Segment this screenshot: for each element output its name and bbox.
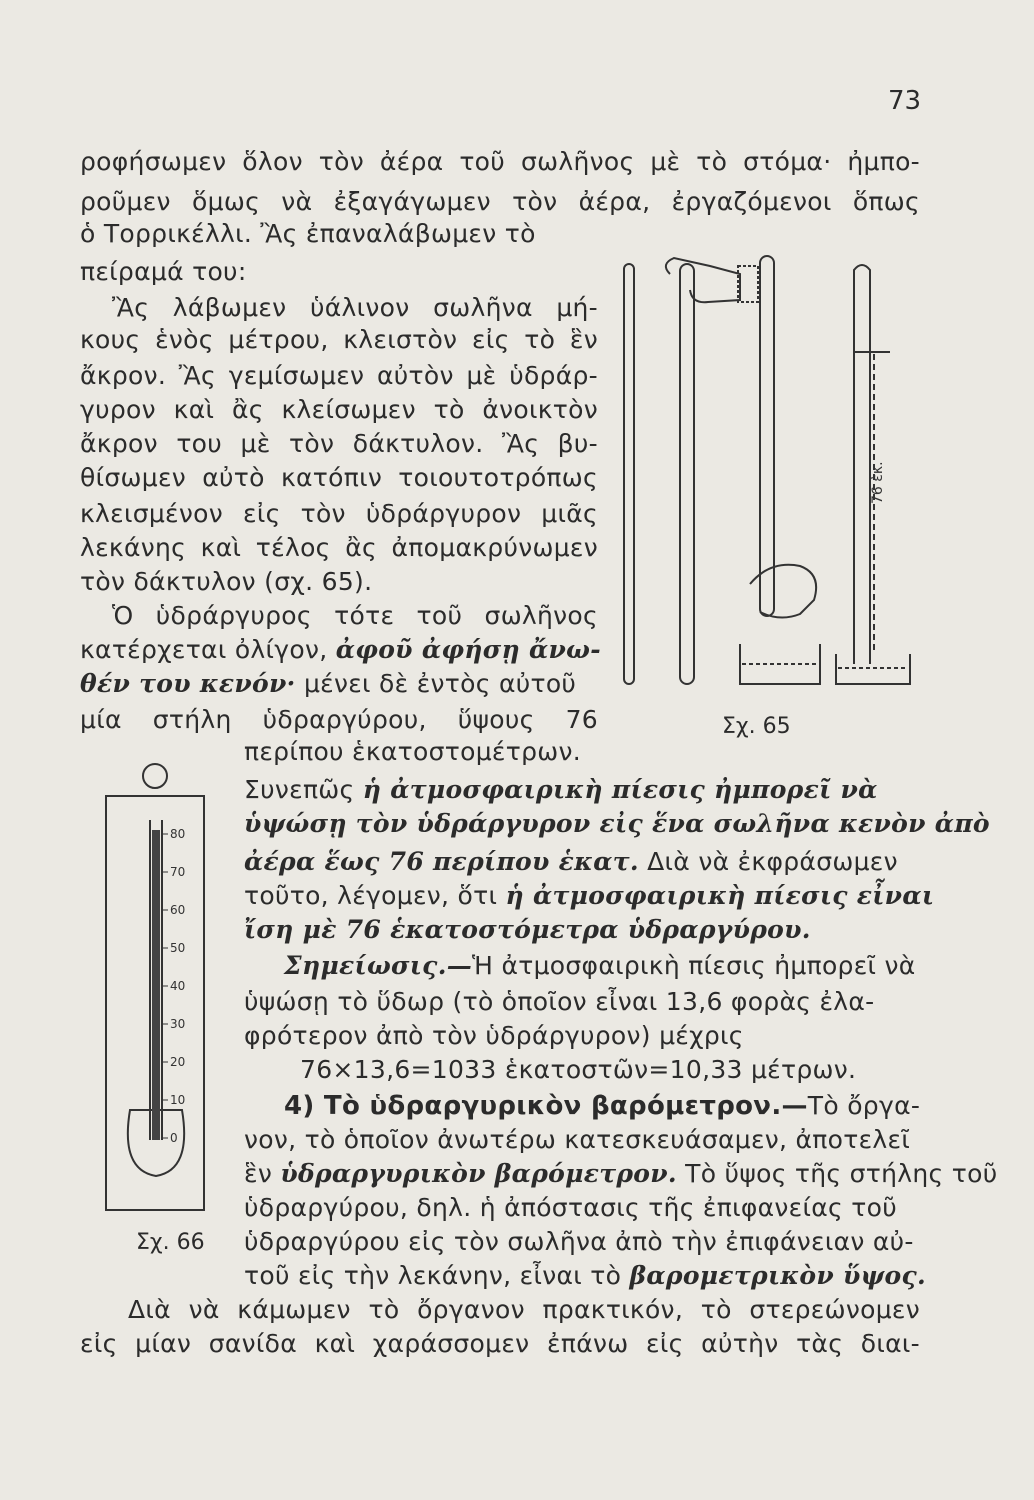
text-line-9: ἄκρον του μὲ τὸν δάκτυλον. Ἂς βυ- — [80, 429, 598, 458]
scale-30: 30 — [170, 1017, 186, 1031]
text-line-32: ὑδραργύρου εἰς τὸν σωλῆνα ἀπὸ τὴν ἐπιφάνειαν αὐ- — [244, 1227, 914, 1256]
text-line-30-emphasis: ὑδραργυρικὸν βαρόμετρον. — [280, 1159, 677, 1188]
scale-40: 40 — [170, 979, 186, 993]
text-line-17: μία στήλη ὑδραργύρου, ὕψους 76 — [80, 705, 598, 734]
text-line-16 — [80, 668, 598, 700]
figure-66-thermometer — [100, 760, 210, 1220]
scale-0: 0 — [170, 1131, 178, 1145]
text-line-11: κλεισμένον εἰς τὸν ὑδράργυρον μιᾶς — [80, 499, 598, 528]
text-line-28 — [284, 1090, 920, 1122]
text-line-15-normal: κατέρχεται ὀλίγον, — [80, 635, 328, 664]
figure-65-torricelli-tubes — [600, 244, 930, 704]
mercury-column — [152, 830, 160, 1140]
text-line-12: λεκάνης καὶ τέλος ἂς ἀπομακρύνωμεν — [80, 533, 598, 562]
text-line-22-emphasis: ἡ ἀτμοσφαιρικὴ πίεσις εἶναι — [505, 881, 935, 910]
text-line-19 — [244, 774, 920, 806]
text-line-35: εἰς μίαν σανίδα καὶ χαράσσομεν ἐπάνω εἰς αὐτὴν τὰς διαι- — [80, 1329, 920, 1358]
text-line-22 — [244, 880, 935, 912]
text-line-31: ὑδραργύρου, δηλ. ἡ ἀπόστασις τῆς ἐπιφανείας τοῦ — [244, 1193, 897, 1222]
text-line-19-emphasis: ἡ ἀτμοσφαιρικὴ πίεσις ἠμπορεῖ νὰ — [362, 775, 878, 804]
hanging-ring — [143, 764, 167, 788]
figure-65-caption: Σχ. 65 — [722, 714, 791, 739]
section-heading: 4) Τὸ ὑδραργυρικὸν βαρόμετρον.— — [284, 1091, 808, 1121]
text-line-1: ροφήσωμεν ὅλον τὸν ἀέρα τοῦ σωλῆνος μὲ τὸ στόμα· ἠμπο- — [80, 147, 920, 176]
text-line-30 — [244, 1158, 997, 1190]
text-line-21 — [244, 846, 920, 878]
text-line-4: πείραμά του: — [80, 257, 247, 286]
figure-66-caption: Σχ. 66 — [136, 1230, 205, 1255]
text-line-2: ροῦμεν ὅμως νὰ ἐξαγάγωμεν τὸν ἀέρα, ἐργαζόμενοι ὅπως — [80, 187, 920, 216]
scale-50: 50 — [170, 941, 186, 955]
text-line-3: ὁ Τορρικέλλι. Ἂς ἐπαναλάβωμεν τὸ — [80, 219, 536, 248]
text-line-10: θίσωμεν αὐτὸ κατόπιν τοιουτοτρόπως — [80, 463, 598, 492]
text-line-34: Διὰ νὰ κάμωμεν τὸ ὄργανον πρακτικόν, τὸ στερεώνομεν — [128, 1295, 920, 1324]
height-label: 76 ἑκ. — [870, 461, 886, 504]
tube-right-2 — [854, 265, 870, 664]
text-line-8: γυρον καὶ ἂς κλείσωμεν τὸ ἀνοικτὸν — [80, 395, 598, 424]
text-line-30-normal-a: ἓν — [244, 1159, 273, 1188]
text-line-30-normal-b: Τὸ ὕψος τῆς στήλης τοῦ — [685, 1159, 998, 1188]
text-line-15 — [80, 634, 601, 666]
text-line-25: ὑψώσῃ τὸ ὕδωρ (τὸ ὁποῖον εἶναι 13,6 φορὰς ἐλα- — [244, 987, 875, 1016]
tube-middle — [680, 264, 694, 684]
text-line-33 — [244, 1260, 926, 1292]
text-line-29: νον, τὸ ὁποῖον ἀνωτέρω κατεσκευάσαμεν, ἀποτελεῖ — [244, 1125, 911, 1154]
text-line-24 — [284, 950, 916, 982]
text-line-14: Ὁ ὑδράργυρος τότε τοῦ σωλῆνος — [112, 601, 598, 630]
text-line-33-emphasis: βαρομετρικὸν ὕψος. — [629, 1261, 926, 1290]
text-line-15-emphasis: ἀφοῦ ἀφήσῃ ἄνω- — [335, 635, 601, 664]
text-line-13: τὸν δάκτυλον (σχ. 65). — [80, 567, 373, 596]
text-line-21-normal: Διὰ νὰ ἐκφράσωμεν — [647, 847, 898, 876]
text-line-7: ἄκρον. Ἂς γεμίσωμεν αὐτὸν μὲ ὑδράρ- — [80, 361, 598, 390]
text-line-33-normal: τοῦ εἰς τὴν λεκάνην, εἶναι τὸ — [244, 1261, 622, 1290]
scale-70: 70 — [170, 865, 186, 879]
tube-right-1 — [760, 256, 774, 616]
text-line-24-normal: Ἡ ἀτμοσφαιρικὴ πίεσις ἠμπορεῖ νὰ — [472, 951, 916, 980]
text-line-19-normal: Συνεπῶς — [244, 775, 355, 804]
text-line-16-emphasis: θέν του κενόν· — [80, 669, 296, 698]
text-line-23: ἴση μὲ 76 ἑκατοστόμετρα ὑδραργύρου. — [244, 915, 811, 944]
text-line-6: κους ἑνὸς μέτρου, κλειστὸν εἰς τὸ ἓν — [80, 325, 598, 354]
text-line-24-emphasis: Σημείωσις.— — [284, 951, 473, 980]
text-line-5: Ἂς λάβωμεν ὑάλινον σωλῆνα μή- — [112, 293, 598, 322]
text-line-28-normal: Τὸ ὄργα- — [807, 1091, 921, 1120]
tube-left — [624, 264, 634, 684]
scale-60: 60 — [170, 903, 186, 917]
text-line-22-normal: τοῦτο, λέγομεν, ὅτι — [244, 881, 498, 910]
hand-top — [666, 258, 740, 302]
thermometer-scale — [170, 827, 185, 1145]
text-line-16-normal: μένει δὲ ἐντὸς αὐτοῦ — [303, 669, 577, 698]
text-line-26: φρότερον ἀπὸ τὸν ὑδράργυρον) μέχρις — [244, 1021, 744, 1050]
text-line-21-emphasis: ἀέρα ἕως 76 περίπου ἑκατ. — [244, 847, 639, 876]
scale-10: 10 — [170, 1093, 186, 1107]
scale-80: 80 — [170, 827, 186, 841]
scale-20: 20 — [170, 1055, 186, 1069]
text-line-18: περίπου ἑκατοστομέτρων. — [244, 737, 582, 766]
page-number: 73 — [888, 86, 922, 116]
text-line-27: 76×13,6=1033 ἑκατοστῶν=10,33 μέτρων. — [300, 1055, 857, 1084]
text-line-20: ὑψώσῃ τὸν ὑδράργυρον εἰς ἕνα σωλῆνα κενὸν ἀπὸ — [244, 809, 990, 838]
